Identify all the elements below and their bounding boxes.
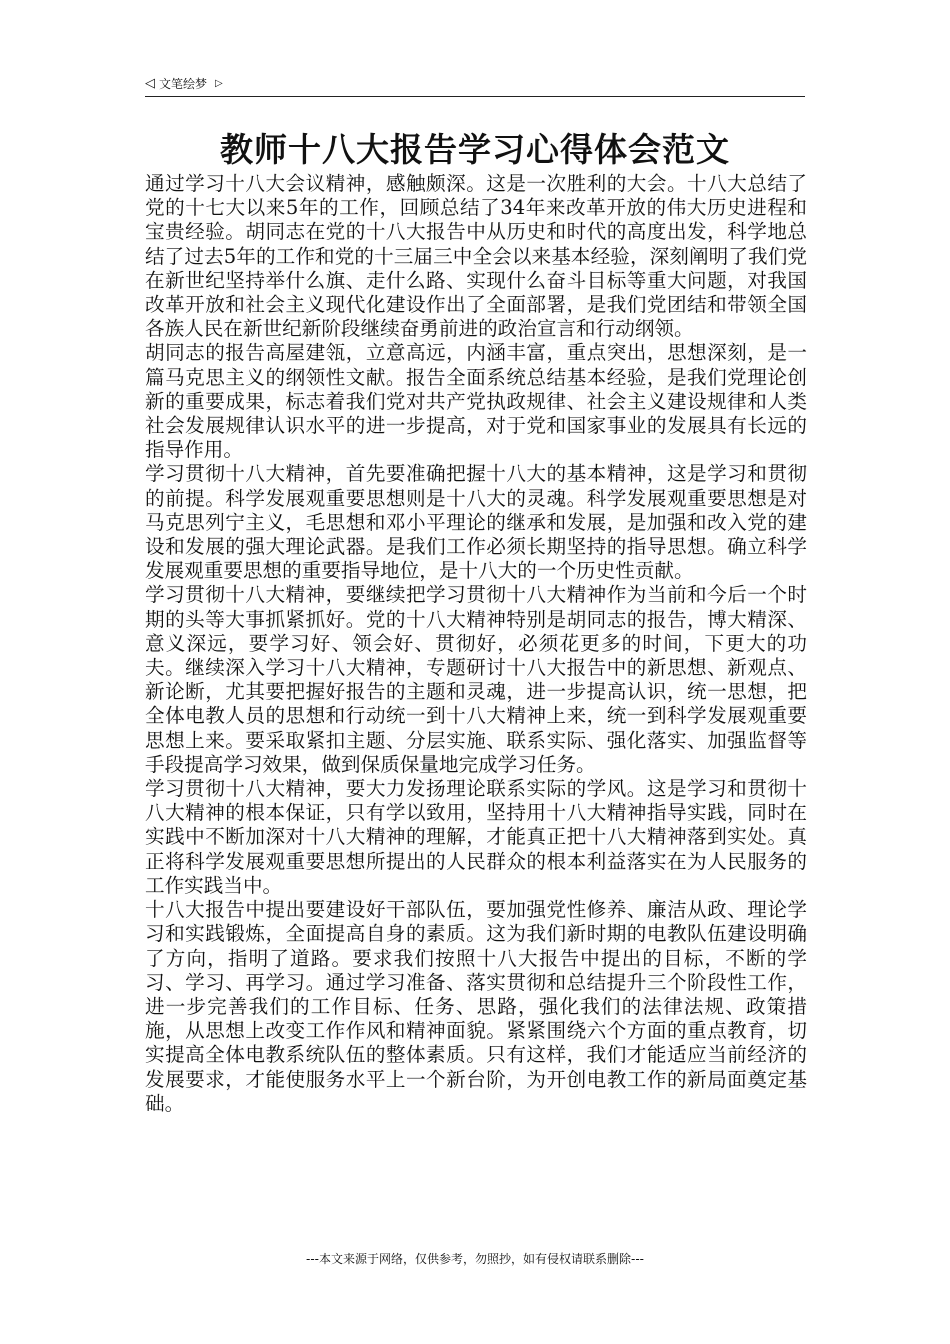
page-header [145,70,805,97]
triangle-left-icon: ◁ [145,75,155,91]
paragraph-2: 胡同志的报告高屋建瓴，立意高远，内涵丰富，重点突出，思想深刻，是一篇马克思主义的纲领性文献。报告全面系统总结基本经验，是我们党理论创新的重要成果，标志着我们党对共产党执政规律、社会主义建设规律和人类社会发展规律认识水平的进一步提高，对于党和国家事业的发展具有长远的指导作用。 [145,341,807,462]
paragraph-5: 学习贯彻十八大精神，要大力发扬理论联系实际的学风。这是学习和贯彻十八大精神的根本保证，只有学以致用，坚持用十八大精神指导实践，同时在实践中不断加深对十八大精神的理解，才能真正把十八大精神落到实处。真正将科学发展观重要思想所提出的人民群众的根本利益落实在为人民服务的工作实践当中。 [145,777,807,897]
paragraph-6: 十八大报告中提出要建设好干部队伍，要加强党性修养、廉洁从政、理论学习和实践锻炼，全面提高自身的素质。这为我们新时期的电教队伍建设明确了方向，指明了道路。要求我们按照十八大报告中提出的目标，不断的学习、学习、再学习。通过学习准备、落实贯彻和总结提升三个阶段性工作，进一步完善我们的工作目标、任务、思路，强化我们的法律法规、政策措施，从思想上改变工作作风和精神面貌。紧紧围绕六个方面的重点教育，切实提高全体电教系统队伍的整体素质。只有这样，我们才能适应当前经济的发展要求，才能使服务水平上一个新台阶，为开创电教工作的新局面奠定基础。 [145,898,807,1115]
paragraph-4: 学习贯彻十八大精神，要继续把学习贯彻十八大精神作为当前和今后一个时期的头等大事抓紧抓好。党的十八大精神特别是胡同志的报告，博大精深、意义深远，要学习好、领会好、贯彻好，必须花更多的时间，下更大的功夫。继续深入学习十八大精神，专题研讨十八大报告中的新思想、新观点、新论断，尤其要把握好报告的主题和灵魂，进一步提高认识，统一思想，把全体电教人员的思想和行动统一到十八大精神上来，统一到科学发展观重要思想上来。要采取紧扣主题、分层实施、联系实际、强化落实、加强监督等手段提高学习效果，做到保质保量地完成学习任务。 [145,583,807,776]
page-footer: ---本文来源于网络，仅供参考，勿照抄，如有侵权请联系删除--- [306,1252,644,1266]
paragraph-3: 学习贯彻十八大精神，首先要准确把握十八大的基本精神，这是学习和贯彻的前提。科学发展观重要思想则是十八大的灵魂。科学发展观重要思想是对马克思列宁主义，毛思想和邓小平理论的继承和发展，是加强和改入党的建设和发展的强大理论武器。是我们工作必须长期坚持的指导思想。确立科学发展观重要思想的重要指导地位，是十八大的一个历史性贡献。 [145,462,807,583]
triangle-right-icon: ▷ [215,77,223,89]
document-title: 教师十八大报告学习心得体会范文 [220,130,730,169]
header-brand: 文笔绘梦 [159,76,208,91]
paragraph-1: 通过学习十八大会议精神，感触颇深。这是一次胜利的大会。十八大总结了党的十七大以来5年的工作，回顾总结了34年来改革开放的伟大历史进程和宝贵经验。胡同志在党的十八大报告中从历史和时代的高度出发，科学地总结了过去5年的工作和党的十三届三中全会以来基本经验，深刻阐明了我们党在新世纪坚持举什么旗、走什么路、实现什么奋斗目标等重大问题，对我国改革开放和社会主义现代化建设作出了全面部署，是我们党团结和带领全国各族人民在新世纪新阶段继续奋勇前进的政治宣言和行动纲领。 [145,172,807,341]
document-body [145,172,807,1116]
